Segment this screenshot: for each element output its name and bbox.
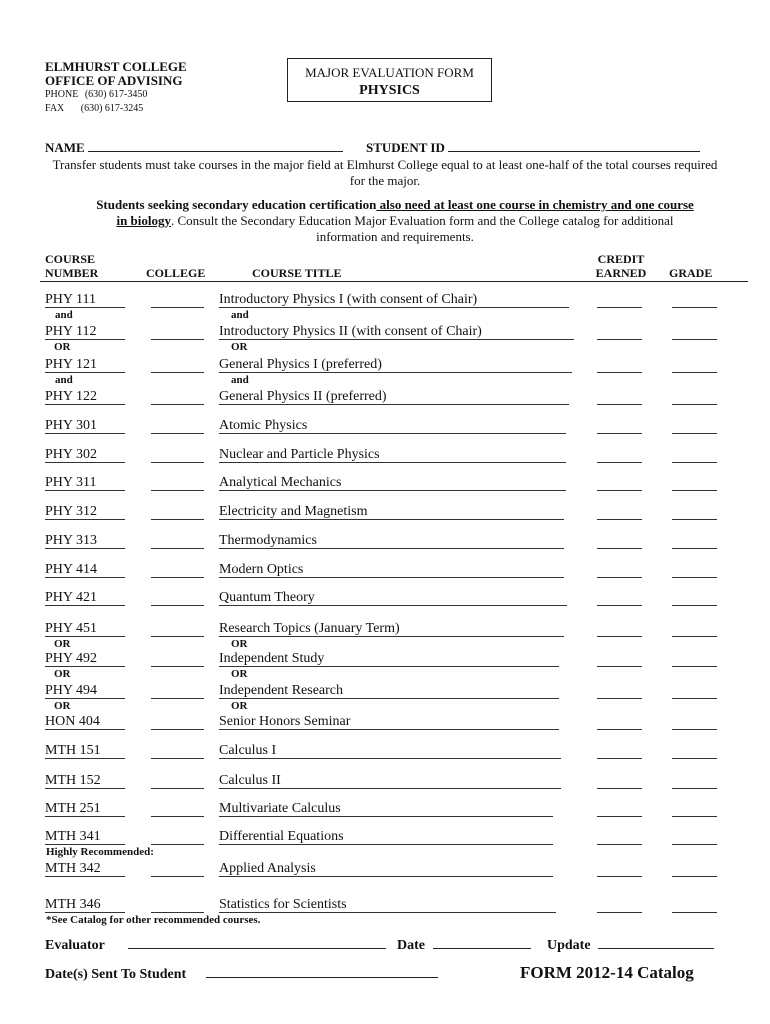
course-title: Thermodynamics <box>219 533 564 549</box>
grade-field[interactable] <box>672 773 717 789</box>
college-field[interactable] <box>151 683 204 699</box>
fax-line <box>45 102 187 116</box>
course-title: Atomic Physics <box>219 418 566 434</box>
course-code: PHY 451 <box>45 621 125 637</box>
college-field[interactable] <box>151 801 204 817</box>
col-credit-line2: EARNED <box>595 266 647 280</box>
phone-number: (630) 617-3450 <box>84 89 148 100</box>
course-title: Analytical Mechanics <box>219 475 566 491</box>
col-course-title: COURSE TITLE <box>252 266 342 280</box>
dates-sent-row <box>45 966 438 983</box>
credit-field[interactable] <box>597 533 642 549</box>
college-field[interactable] <box>151 743 204 759</box>
grade-field[interactable] <box>672 562 717 578</box>
course-code: PHY 313 <box>45 533 125 549</box>
grade-field[interactable] <box>672 357 717 373</box>
course-code: PHY 121 <box>45 357 125 373</box>
student-id-field[interactable] <box>448 140 700 152</box>
col-grade: GRADE <box>669 266 713 280</box>
course-title: General Physics II (preferred) <box>219 389 569 405</box>
college-field[interactable] <box>151 773 204 789</box>
college-field[interactable] <box>151 418 204 434</box>
credit-field[interactable] <box>597 861 642 877</box>
course-title: Introductory Physics II (with consent of Chair) <box>219 324 574 340</box>
grade-field[interactable] <box>672 621 717 637</box>
col-college: COLLEGE <box>146 266 206 280</box>
connector-left: OR <box>54 700 71 712</box>
cert-note-part1: Students seeking secondary education certification <box>96 197 377 212</box>
grade-field[interactable] <box>672 714 717 730</box>
connector-left: OR <box>54 668 71 680</box>
college-field[interactable] <box>151 897 204 913</box>
course-title: General Physics I (preferred) <box>219 357 572 373</box>
credit-field[interactable] <box>597 773 642 789</box>
evaluator-label: Evaluator <box>45 938 105 953</box>
course-code: PHY 494 <box>45 683 125 699</box>
course-title: Electricity and Magnetism <box>219 504 564 520</box>
header-divider <box>40 281 748 282</box>
fax-number: (630) 617-3245 <box>80 103 144 114</box>
col-credit-earned <box>594 252 648 280</box>
course-title: Applied Analysis <box>219 861 553 877</box>
course-code: PHY 492 <box>45 651 125 667</box>
course-title: Senior Honors Seminar <box>219 714 559 730</box>
update-row <box>547 937 714 954</box>
course-title: Nuclear and Particle Physics <box>219 447 566 463</box>
credit-field[interactable] <box>597 801 642 817</box>
grade-field[interactable] <box>672 897 717 913</box>
date-row <box>397 937 531 954</box>
course-title: Introductory Physics I (with consent of Chair) <box>219 292 569 308</box>
college-field[interactable] <box>151 357 204 373</box>
course-title: Independent Study <box>219 651 559 667</box>
dates-sent-label: Date(s) Sent To Student <box>45 967 187 982</box>
phone-line <box>45 88 187 102</box>
course-title: Statistics for Scientists <box>219 897 556 913</box>
college-field[interactable] <box>151 562 204 578</box>
phone-label: PHONE <box>45 89 79 100</box>
course-code: PHY 414 <box>45 562 125 578</box>
course-code: PHY 301 <box>45 418 125 434</box>
credit-field[interactable] <box>597 324 642 340</box>
connector-left: and <box>55 374 73 386</box>
col-course-number-line2: NUMBER <box>45 266 99 280</box>
college-field[interactable] <box>151 504 204 520</box>
course-title: Differential Equations <box>219 829 553 845</box>
course-code: MTH 251 <box>45 801 125 817</box>
form-id: FORM 2012-14 Catalog <box>520 963 694 982</box>
col-course-number <box>45 252 98 280</box>
grade-field[interactable] <box>672 533 717 549</box>
connector-right: and <box>231 374 249 386</box>
course-code: PHY 111 <box>45 292 125 308</box>
course-title: Calculus II <box>219 773 561 789</box>
evaluator-row <box>45 937 386 954</box>
connector-right: OR <box>231 668 248 680</box>
grade-field[interactable] <box>672 743 717 759</box>
credit-field[interactable] <box>597 292 642 308</box>
certification-note <box>95 197 695 245</box>
college-field[interactable] <box>151 475 204 491</box>
credit-field[interactable] <box>597 447 642 463</box>
course-title: Calculus I <box>219 743 561 759</box>
college-field[interactable] <box>151 714 204 730</box>
grade-field[interactable] <box>672 475 717 491</box>
grade-field[interactable] <box>672 651 717 667</box>
grade-field[interactable] <box>672 418 717 434</box>
credit-field[interactable] <box>597 475 642 491</box>
course-code: MTH 152 <box>45 773 125 789</box>
cert-note-part3: . Consult the Secondary Education Major Evaluation form and the College catalog for additional information and requirements. <box>171 213 674 244</box>
college-field[interactable] <box>151 389 204 405</box>
student-id-label: STUDENT ID <box>366 140 445 155</box>
student-id-row <box>366 140 700 156</box>
grade-field[interactable] <box>672 801 717 817</box>
course-code: PHY 312 <box>45 504 125 520</box>
form-title: MAJOR EVALUATION FORM <box>305 65 474 80</box>
college-field[interactable] <box>151 292 204 308</box>
highly-recommended-label: Highly Recommended: <box>46 846 154 858</box>
evaluator-field[interactable] <box>128 937 386 949</box>
credit-field[interactable] <box>597 683 642 699</box>
course-code: MTH 342 <box>45 861 125 877</box>
connector-right: and <box>231 309 249 321</box>
grade-field[interactable] <box>672 590 717 606</box>
date-field[interactable] <box>433 937 531 949</box>
college-field[interactable] <box>151 533 204 549</box>
grade-field[interactable] <box>672 683 717 699</box>
form-subject: PHYSICS <box>359 83 420 98</box>
college-field[interactable] <box>151 324 204 340</box>
credit-field[interactable] <box>597 714 642 730</box>
college-field[interactable] <box>151 651 204 667</box>
office-name: OFFICE OF ADVISING <box>45 73 183 88</box>
credit-field[interactable] <box>597 418 642 434</box>
course-code: PHY 112 <box>45 324 125 340</box>
connector-left: OR <box>54 341 71 353</box>
cert-note-part2: also need at least one course in chemistry and one course in biology <box>116 197 694 228</box>
name-field[interactable] <box>88 140 343 152</box>
course-code: PHY 421 <box>45 590 125 606</box>
dates-sent-field[interactable] <box>206 966 438 978</box>
course-code: PHY 311 <box>45 475 125 491</box>
credit-field[interactable] <box>597 651 642 667</box>
grade-field[interactable] <box>672 861 717 877</box>
course-code: HON 404 <box>45 714 125 730</box>
office-header <box>45 60 187 116</box>
update-label: Update <box>547 938 591 953</box>
grade-field[interactable] <box>672 447 717 463</box>
connector-left: and <box>55 309 73 321</box>
college-field[interactable] <box>151 447 204 463</box>
grade-field[interactable] <box>672 829 717 845</box>
form-title-box <box>287 58 492 102</box>
college-name: ELMHURST COLLEGE <box>45 59 187 74</box>
name-row <box>45 140 343 156</box>
credit-field[interactable] <box>597 743 642 759</box>
grade-field[interactable] <box>672 389 717 405</box>
credit-field[interactable] <box>597 590 642 606</box>
connector-left: OR <box>54 638 71 650</box>
credit-field[interactable] <box>597 389 642 405</box>
credit-field[interactable] <box>597 357 642 373</box>
course-title: Modern Optics <box>219 562 564 578</box>
college-field[interactable] <box>151 590 204 606</box>
credit-field[interactable] <box>597 504 642 520</box>
connector-right: OR <box>231 341 248 353</box>
grade-field[interactable] <box>672 504 717 520</box>
col-credit-line1: CREDIT <box>597 252 645 266</box>
course-code: MTH 151 <box>45 743 125 759</box>
connector-right: OR <box>231 638 248 650</box>
course-code: PHY 302 <box>45 447 125 463</box>
course-code: MTH 341 <box>45 829 125 845</box>
course-code: PHY 122 <box>45 389 125 405</box>
course-title: Research Topics (January Term) <box>219 621 564 637</box>
credit-field[interactable] <box>597 897 642 913</box>
transfer-note: Transfer students must take courses in the major field at Elmhurst College equal to at least one-half of the total courses required for the major. <box>52 157 718 188</box>
col-course-number-line1: COURSE <box>45 252 96 266</box>
name-label: NAME <box>45 140 85 155</box>
grade-field[interactable] <box>672 292 717 308</box>
credit-field[interactable] <box>597 621 642 637</box>
course-title: Quantum Theory <box>219 590 567 606</box>
college-field[interactable] <box>151 829 204 845</box>
course-title: Multivariate Calculus <box>219 801 553 817</box>
date-label: Date <box>397 938 425 953</box>
credit-field[interactable] <box>597 562 642 578</box>
college-field[interactable] <box>151 861 204 877</box>
fax-label: FAX <box>45 103 65 114</box>
course-title: Independent Research <box>219 683 559 699</box>
college-field[interactable] <box>151 621 204 637</box>
grade-field[interactable] <box>672 324 717 340</box>
connector-right: OR <box>231 700 248 712</box>
catalog-note: *See Catalog for other recommended courses. <box>46 914 261 926</box>
course-code: MTH 346 <box>45 897 125 913</box>
update-field[interactable] <box>598 937 714 949</box>
credit-field[interactable] <box>597 829 642 845</box>
